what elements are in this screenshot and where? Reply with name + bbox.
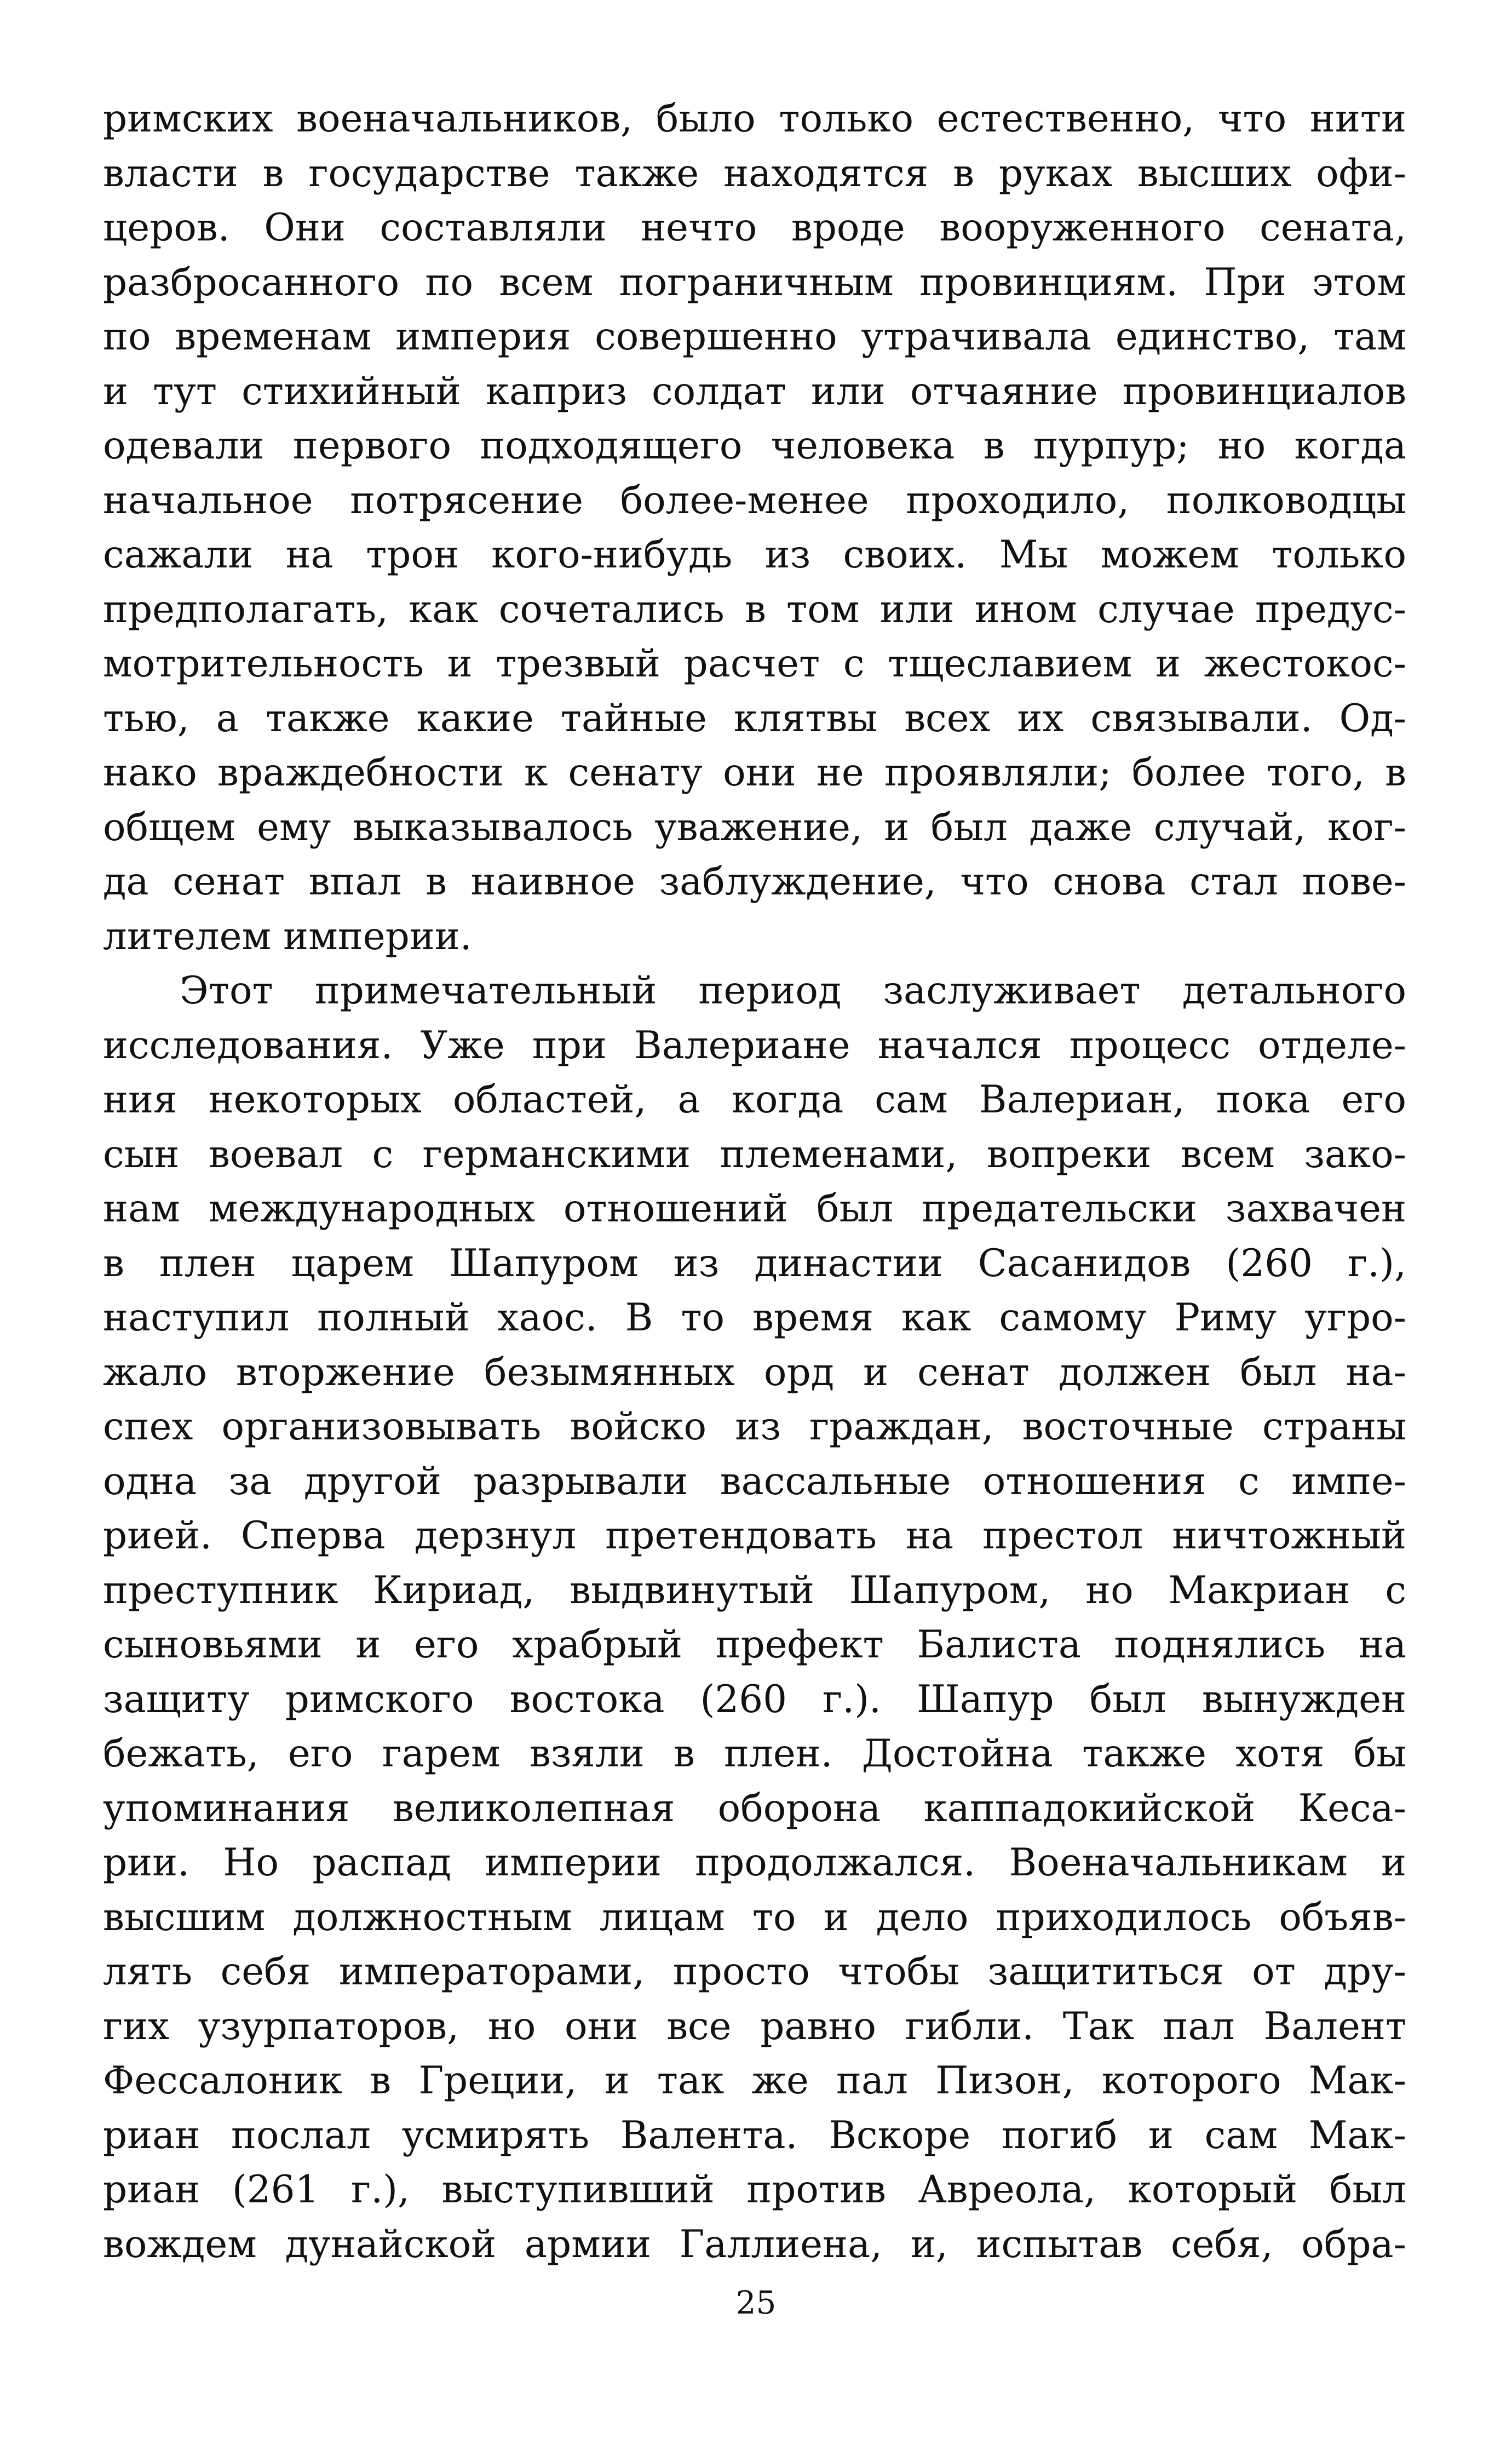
text-line: упоминания великолепная оборона каппадокийской Кеса- [103,1786,1406,1830]
text-line: и тут стихийный каприз солдат или отчаяние провинциалов [103,369,1406,414]
text-line: власти в государстве также находятся в руках высших офи- [103,151,1406,196]
text-line: нам международных отношений был предательски захвачен [103,1187,1406,1231]
text-line: рией. Сперва дерзнул претендовать на престол ничтожный [103,1514,1406,1558]
text-line: риан (261 г.), выступивший против Авреола, который был [103,2168,1406,2212]
text-line: сыновьями и его храбрый префект Балиста поднялись на [103,1623,1406,1667]
text-line: ния некоторых областей, а когда сам Валериан, пока его [103,1078,1406,1122]
text-line: тью, а также какие тайные клятвы всех их связывали. Од- [103,696,1406,741]
text-line: вождем дунайской армии Галлиена, и, испытав себя, обра- [103,2222,1406,2266]
text-line: сын воевал с германскими племенами, вопреки всем зако- [103,1132,1406,1176]
text-line: рии. Но распад империи продолжался. Военачальникам и [103,1841,1406,1885]
text-line: начальное потрясение более-менее проходило, полководцы [103,478,1406,523]
paragraph-1 [103,92,1406,964]
body-text [103,92,1406,2272]
text-line: спех организовывать войско из граждан, восточные страны [103,1405,1406,1449]
text-line: высшим должностным лицам то и дело приходилось объяв- [103,1895,1406,1939]
text-line: наступил полный хаос. В то время как самому Риму угро- [103,1296,1406,1340]
text-line: риан послал усмирять Валента. Вскоре погиб и сам Мак- [103,2113,1406,2157]
text-line: бежать, его гарем взяли в плен. Достойна также хотя бы [103,1732,1406,1776]
text-line: преступник Кириад, выдвинутый Шапуром, но Макриан с [103,1568,1406,1612]
text-line: нако враждебности к сенату они не проявляли; более того, в [103,751,1406,795]
text-line: предполагать, как сочетались в том или ином случае предус- [103,587,1406,632]
page-number: 25 [735,2284,777,2321]
paragraph-2 [103,964,1406,2272]
text-line: Фессалоник в Греции, и так же пал Пизон, которого Мак- [103,2059,1406,2103]
text-line: да сенат впал в наивное заблуждение, что снова стал пове- [103,860,1406,904]
text-line: гих узурпаторов, но они все равно гибли. Так пал Валент [103,2004,1406,2048]
text-line: сажали на трон кого-нибудь из своих. Мы можем только [103,533,1406,577]
text-line: жало вторжение безымянных орд и сенат должен был на- [103,1350,1406,1394]
text-line: лителем империи. [103,914,472,958]
text-line: в плен царем Шапуром из династии Сасанидов (260 г.), [103,1241,1406,1285]
text-line: Этот примечательный период заслуживает детального [180,969,1406,1013]
text-line: мотрительность и трезвый расчет с тщеславием и жестокос- [103,642,1406,686]
text-line: общем ему выказывалось уважение, и был даже случай, ког- [103,805,1406,849]
text-line: церов. Они составляли нечто вроде вооруженного сената, [103,206,1406,250]
text-line: по временам империя совершенно утрачивала единство, там [103,315,1406,359]
text-line: защиту римского востока (260 г.). Шапур был вынужден [103,1677,1406,1721]
text-line: разбросанного по всем пограничным провинциям. При этом [103,260,1406,305]
text-line: лять себя императорами, просто чтобы защититься от дру- [103,1950,1406,1994]
text-line: римских военачальников, было только естественно, что нити [103,97,1406,141]
text-line: исследования. Уже при Валериане начался процесс отделе- [103,1023,1406,1067]
text-line: одна за другой разрывали вассальные отношения с импе- [103,1459,1406,1503]
text-line: одевали первого подходящего человека в пурпур; но когда [103,424,1406,468]
